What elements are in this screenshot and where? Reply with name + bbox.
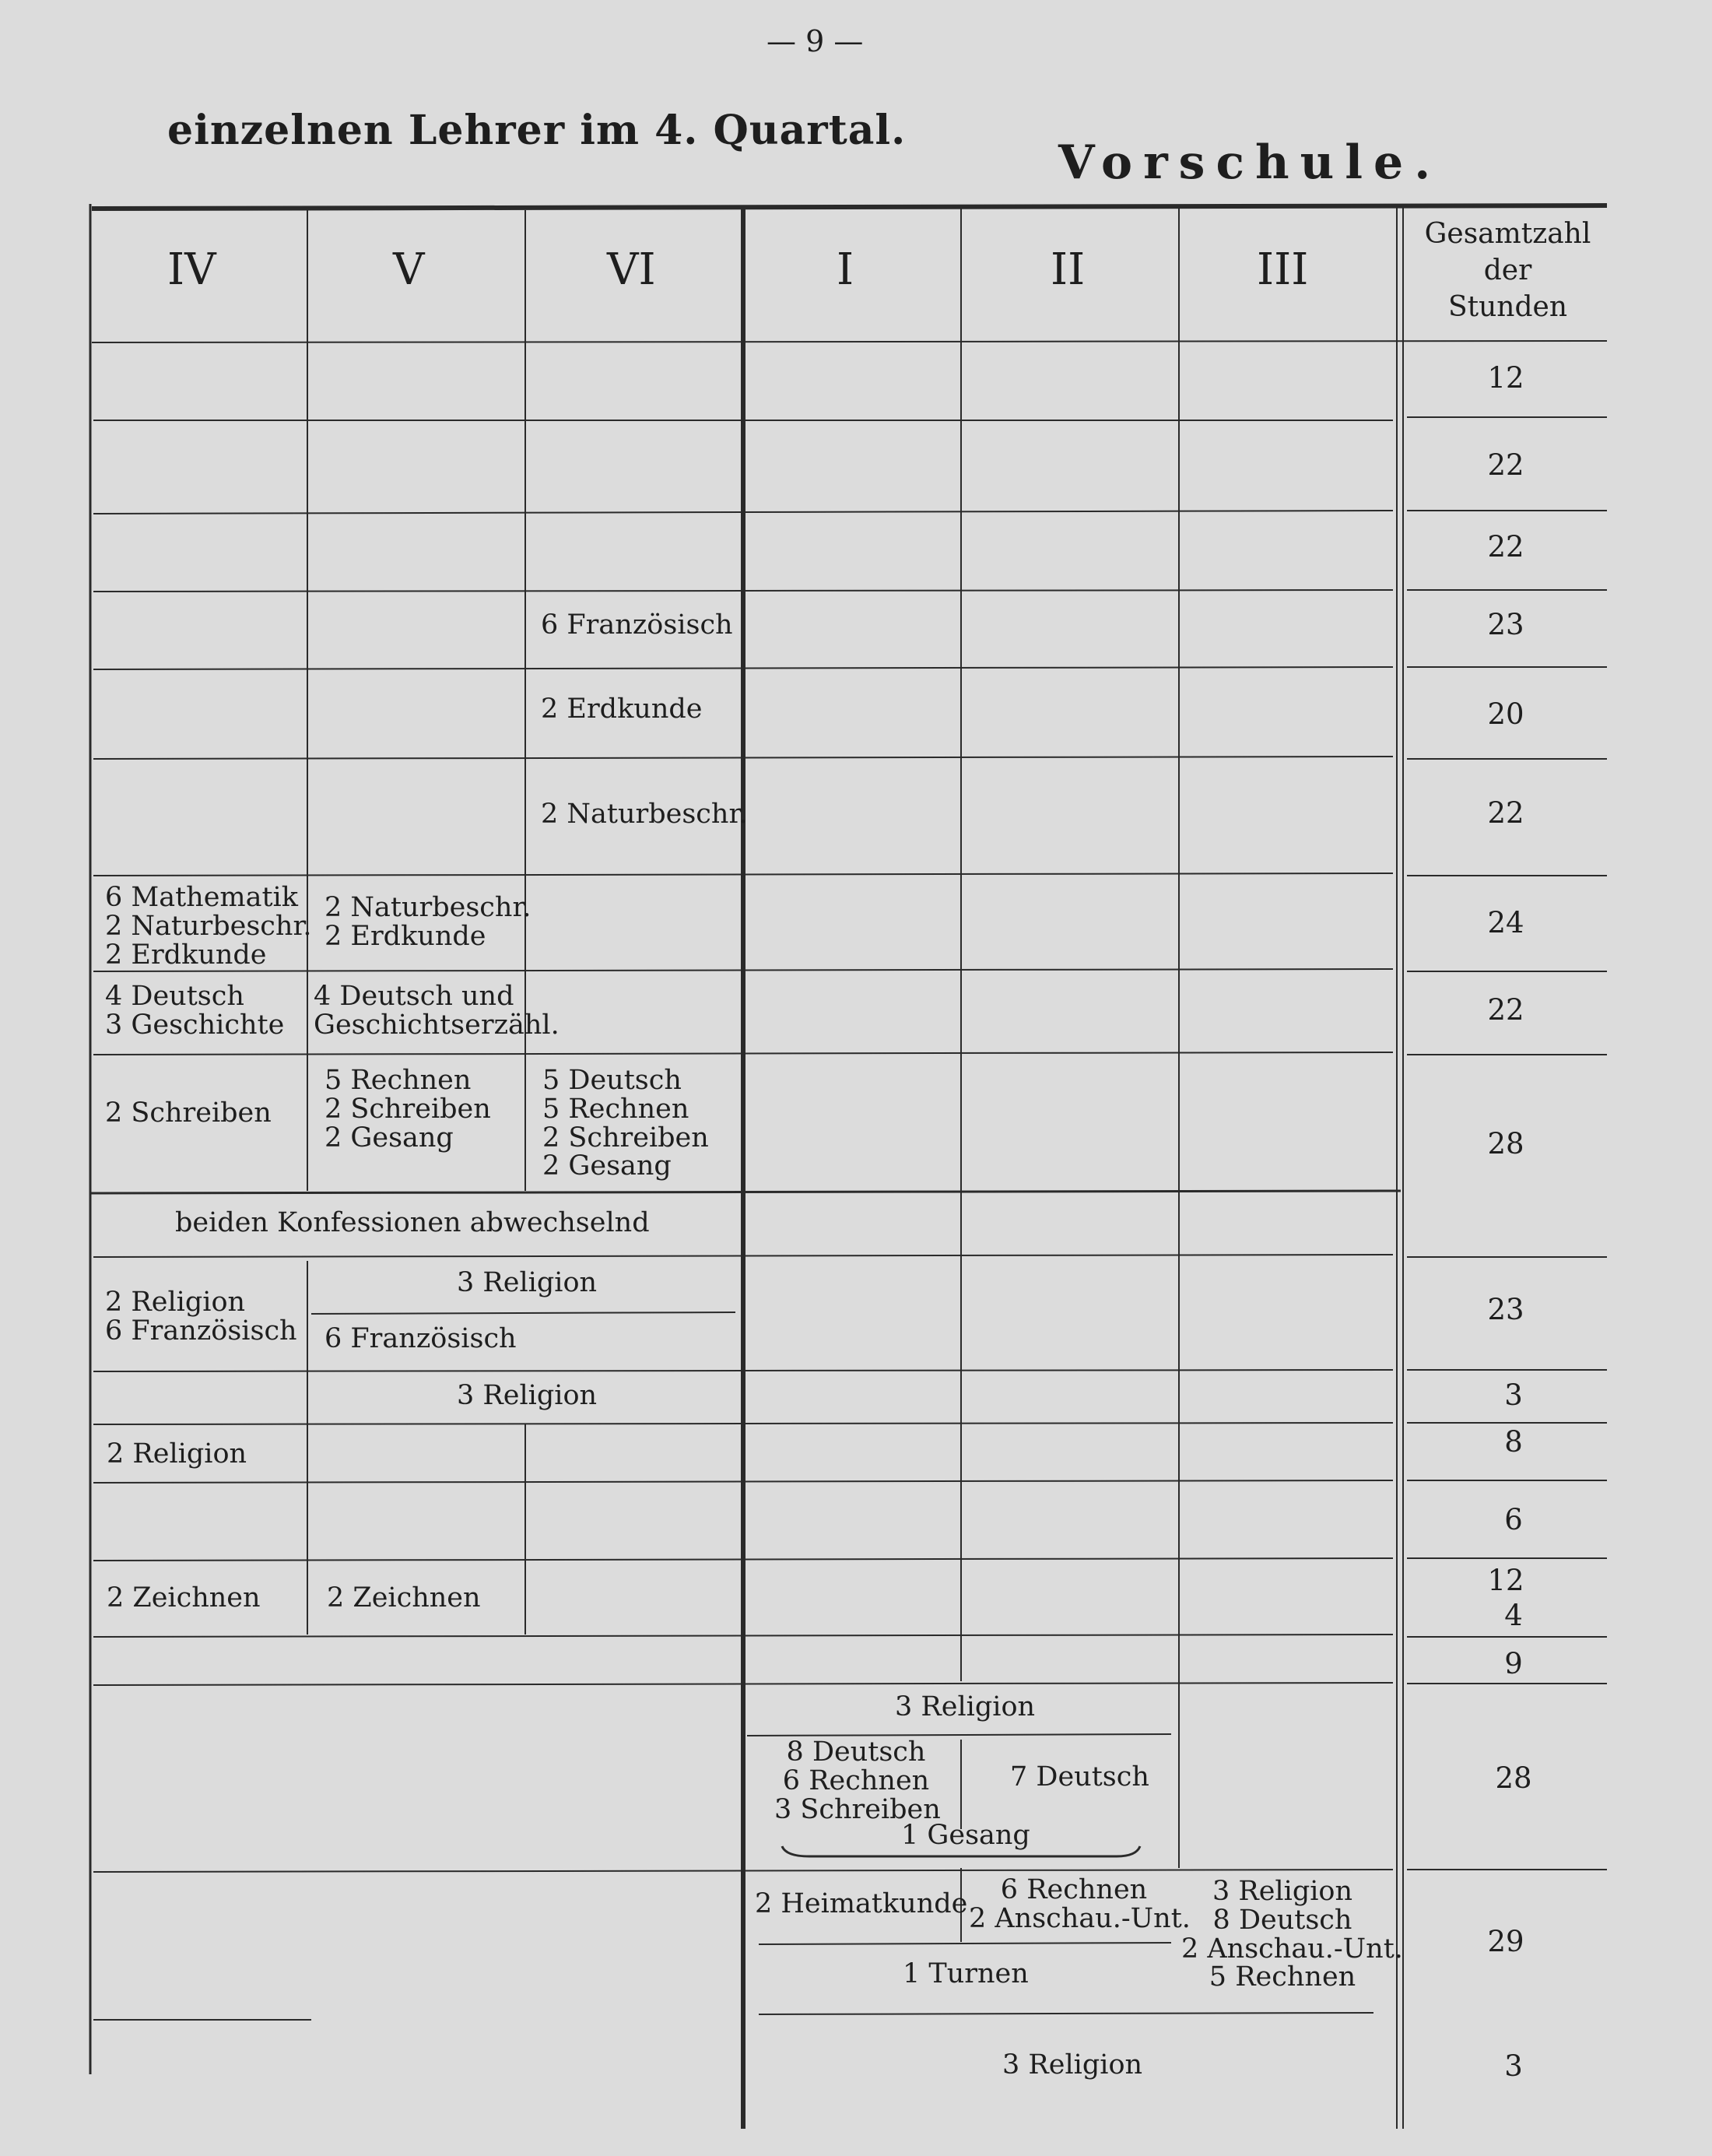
cell-r16-i: 8 Deutsch 6 Rechnen 3 Schreiben xyxy=(774,1736,941,1825)
cell-r16-i-ii: 3 Religion xyxy=(895,1691,1036,1722)
total-row-10: 23 xyxy=(1487,1293,1524,1326)
cell-r17-iii: 3 Religion 8 Deutsch 2 Anschau.-Unt. 5 Rechnen xyxy=(1181,1876,1403,1993)
cell-r16-ii: 7 Deutsch xyxy=(1010,1761,1149,1793)
page-number: — 9 — xyxy=(767,24,864,58)
total-row-14a: 12 xyxy=(1487,1564,1524,1597)
cell-r8-iv: 4 Deutsch 3 Geschichte xyxy=(105,981,285,1041)
konfession-note: beiden Konfessionen abwechselnd xyxy=(175,1207,650,1238)
cell-r7-iv: 6 Mathematik 2 Naturbeschr. 2 Erdkunde xyxy=(105,882,312,971)
total-row-13: 6 xyxy=(1504,1503,1523,1536)
cell-r14-v: 2 Zeichnen xyxy=(327,1582,481,1613)
column-header-ii: II xyxy=(1051,244,1086,295)
total-row-17: 29 xyxy=(1487,1925,1524,1958)
total-row-7: 24 xyxy=(1487,906,1524,939)
cell-r18-all: 3 Religion xyxy=(1002,2049,1143,2081)
total-row-9: 28 xyxy=(1487,1127,1524,1161)
cell-r6-vi: 2 Naturbeschr. xyxy=(541,799,748,830)
cell-r5-vi: 2 Erdkunde xyxy=(541,694,703,725)
total-row-5: 20 xyxy=(1487,697,1524,731)
total-row-2: 22 xyxy=(1487,448,1524,482)
total-row-14b: 4 xyxy=(1504,1599,1523,1632)
cell-r10-v-vi: 3 Religion xyxy=(457,1267,598,1298)
cell-r10-v: 6 Französisch xyxy=(325,1323,517,1354)
column-header-i: I xyxy=(837,244,854,295)
cell-r11-v-vi: 3 Religion xyxy=(457,1380,598,1411)
cell-r16-gesang: 1 Gesang xyxy=(901,1820,1030,1851)
total-row-1: 12 xyxy=(1487,361,1524,395)
column-header-iv: IV xyxy=(167,244,216,295)
total-row-18: 3 xyxy=(1504,2049,1523,2083)
total-row-8: 22 xyxy=(1487,993,1524,1027)
cell-r12-iv: 2 Religion xyxy=(107,1438,247,1470)
column-header-total: Gesamtzahl der Stunden xyxy=(1424,218,1591,323)
cell-r9-v: 5 Rechnen 2 Schreiben 2 Gesang xyxy=(325,1065,491,1153)
cell-r7-v: 2 Naturbeschr. 2 Erdkunde xyxy=(325,892,531,952)
cell-r9-vi: 5 Deutsch 5 Rechnen 2 Schreiben 2 Gesang xyxy=(542,1065,709,1182)
cell-r10-iv: 2 Religion 6 Französisch xyxy=(105,1287,297,1347)
total-row-6: 22 xyxy=(1487,796,1524,830)
total-row-12: 8 xyxy=(1504,1425,1523,1459)
page-title-right: Vorschule. xyxy=(1058,135,1442,190)
total-row-4: 23 xyxy=(1487,608,1524,641)
total-row-3: 22 xyxy=(1487,530,1524,564)
total-row-11: 3 xyxy=(1504,1378,1523,1412)
cell-r14-iv: 2 Zeichnen xyxy=(107,1582,261,1613)
page-title-left: einzelnen Lehrer im 4. Quartal. xyxy=(167,107,907,154)
cell-r8-v: 4 Deutsch und Geschichtserzähl. xyxy=(314,981,560,1041)
cell-r17-i: 2 Heimatkunde xyxy=(755,1888,968,1919)
cell-r4-vi: 6 Französisch xyxy=(541,609,733,641)
column-header-v: V xyxy=(393,244,425,295)
total-row-16: 28 xyxy=(1495,1761,1532,1795)
column-header-iii: III xyxy=(1257,244,1309,295)
cell-r17-turnen: 1 Turnen xyxy=(903,1958,1029,1989)
column-header-vi: VI xyxy=(607,244,656,295)
total-row-15: 9 xyxy=(1504,1647,1523,1680)
cell-r9-iv: 2 Schreiben xyxy=(105,1097,272,1129)
cell-r17-ii: 6 Rechnen 2 Anschau.-Unt. xyxy=(969,1874,1191,1934)
